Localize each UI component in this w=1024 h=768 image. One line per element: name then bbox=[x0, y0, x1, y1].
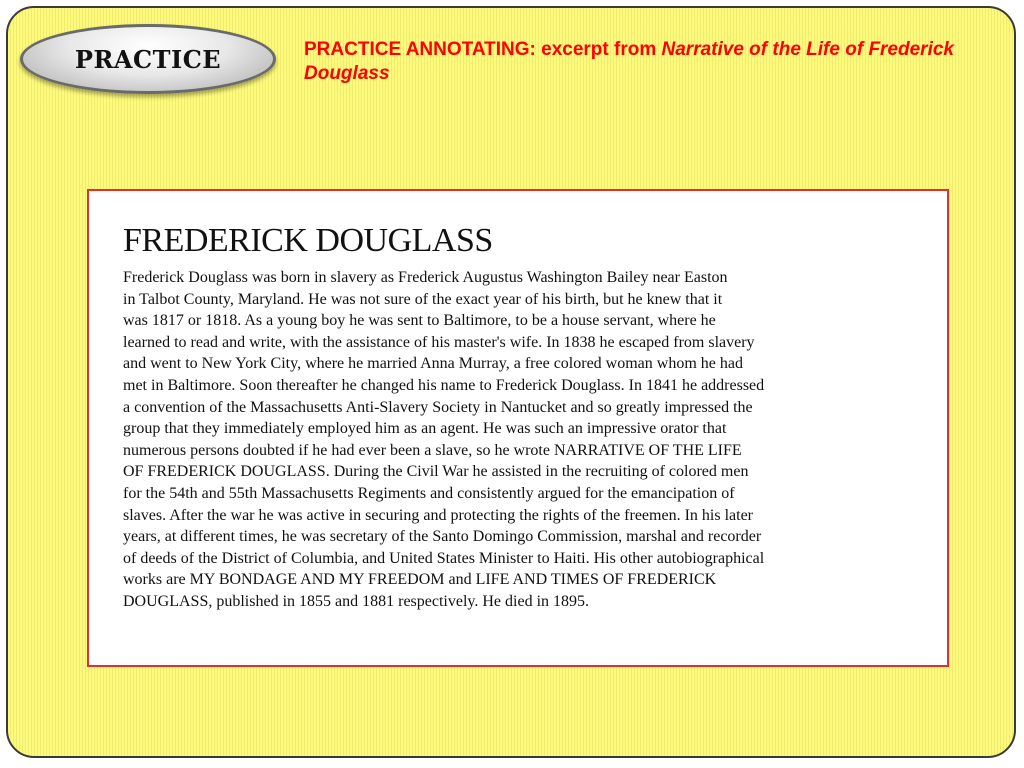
document-line: group that they immediately employed him as an agent. He was such an impressive orator that bbox=[123, 420, 727, 438]
document-line: was 1817 or 1818. As a young boy he was sent to Baltimore, to be a house servant, where he bbox=[123, 312, 716, 330]
document-title: FREDERICK DOUGLASS bbox=[123, 222, 493, 259]
document-line: numerous persons doubted if he had ever been a slave, so he wrote NARRATIVE OF THE LIFE bbox=[123, 441, 742, 459]
document-line: DOUGLASS, published in 1855 and 1881 respectively. He died in 1895. bbox=[123, 592, 590, 610]
document-line: met in Baltimore. Soon thereafter he changed his name to Frederick Douglass. In 1841 he addressed bbox=[123, 376, 765, 394]
document-line: OF FREDERICK DOUGLASS. During the Civil War he assisted in the recruiting of colored men bbox=[123, 463, 749, 481]
heading-prefix: PRACTICE ANNOTATING: excerpt from bbox=[304, 39, 662, 60]
document-line: learned to read and write, with the assistance of his master's wife. In 1838 he escaped from slavery bbox=[123, 333, 755, 351]
document-line: for the 54th and 55th Massachusetts Regiments and consistently argued for the emancipation of bbox=[123, 484, 735, 502]
document-line: a convention of the Massachusetts Anti-Slavery Society in Nantucket and so greatly impressed the bbox=[123, 398, 753, 416]
document-line: slaves. After the war he was active in securing and protecting the rights of the freemen. In his later bbox=[123, 506, 753, 524]
document-excerpt bbox=[87, 189, 949, 667]
document-line: years, at different times, he was secretary of the Santo Domingo Commission, marshal and recorder bbox=[123, 528, 762, 546]
document-line: of deeds of the District of Columbia, and United States Minister to Haiti. His other autobiographical bbox=[123, 549, 765, 567]
document-line: Frederick Douglass was born in slavery as Frederick Augustus Washington Bailey near Easton bbox=[123, 269, 728, 286]
document-line: and went to New York City, where he married Anna Murray, a free colored woman whom he had bbox=[123, 355, 743, 373]
document-body bbox=[123, 267, 913, 613]
practice-badge bbox=[20, 24, 276, 94]
slide-heading bbox=[304, 38, 994, 86]
document-line: works are MY BONDAGE AND MY FREEDOM and LIFE AND TIMES OF FREDERICK bbox=[123, 571, 717, 589]
document-line: in Talbot County, Maryland. He was not sure of the exact year of his birth, but he knew that it bbox=[123, 290, 723, 308]
slide bbox=[6, 6, 1016, 758]
practice-badge-label: PRACTICE bbox=[74, 44, 222, 74]
heading-italic-title: Narrative of the Life of Frederick Douglass bbox=[304, 39, 954, 84]
